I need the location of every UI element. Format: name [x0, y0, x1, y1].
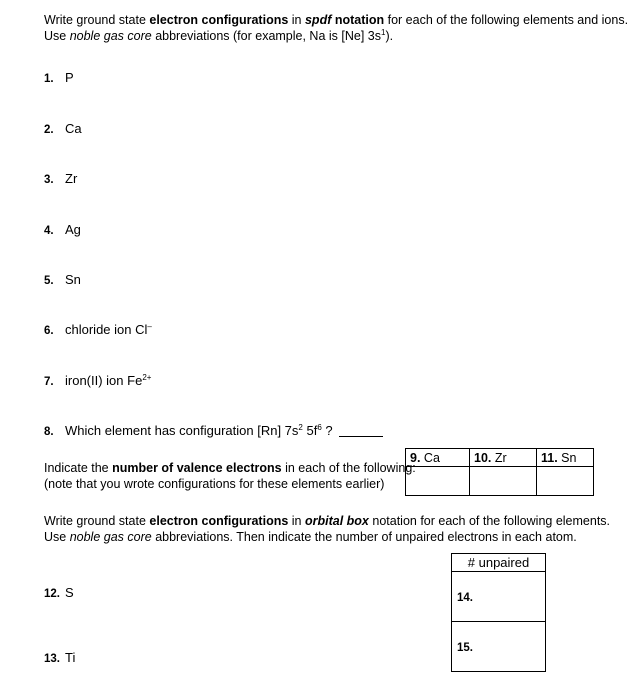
valence-answer-cell[interactable] [470, 467, 537, 496]
valence-header-cell: 10. Zr [470, 449, 537, 467]
question-7: 7. iron(II) ion $Fe^{2+}$ [44, 373, 152, 388]
unpaired-header-row [452, 554, 546, 572]
valence-answer-row [406, 467, 594, 496]
intro-line-2: Use noble gas core abbreviations (for example, Na is [Ne] $3s^1$). [44, 28, 394, 43]
question-13: 13. Ti [44, 650, 76, 665]
valence-header-cell: 11. Sn [537, 449, 594, 467]
unpaired-row[interactable] [452, 622, 546, 672]
question-3: 3. Zr [44, 171, 78, 186]
valence-header-cell: 9. Ca [406, 449, 470, 467]
question-6: 6. chloride ion Cl– [44, 322, 152, 337]
question-4: 4. Ag [44, 222, 81, 237]
intro-line-1: Write ground state electron configurations in spdf notation for each of the following elements and ions. [44, 13, 628, 27]
valence-table [405, 448, 594, 496]
valence-line-2: (note that you wrote configurations for these elements earlier) [44, 477, 385, 491]
question-8: 8. Which element has configuration [Rn] $7s^2$ $5f^6$ ? [44, 423, 383, 440]
unpaired-table [451, 553, 546, 672]
question-12: 12. S [44, 585, 74, 600]
orbital-line-1: Write ground state electron configurations in orbital box notation for each of the following elements. [44, 514, 611, 528]
question-5: 5. Sn [44, 272, 81, 287]
unpaired-cell-15[interactable]: 15. [452, 622, 546, 672]
valence-header-row [406, 449, 594, 467]
question-2: 2. Ca [44, 121, 82, 136]
unpaired-cell-14[interactable]: 14. [452, 572, 546, 622]
question-1: 1. P [44, 70, 74, 85]
valence-answer-cell[interactable] [537, 467, 594, 496]
unpaired-header: # unpaired [452, 554, 546, 572]
unpaired-row[interactable] [452, 572, 546, 622]
valence-line-1: Indicate the number of valence electrons in each of the following: [44, 461, 416, 475]
orbital-line-2: Use noble gas core abbreviations. Then indicate the number of unpaired electrons in each atom. [44, 530, 577, 544]
answer-blank[interactable] [339, 436, 383, 437]
valence-answer-cell[interactable] [406, 467, 470, 496]
